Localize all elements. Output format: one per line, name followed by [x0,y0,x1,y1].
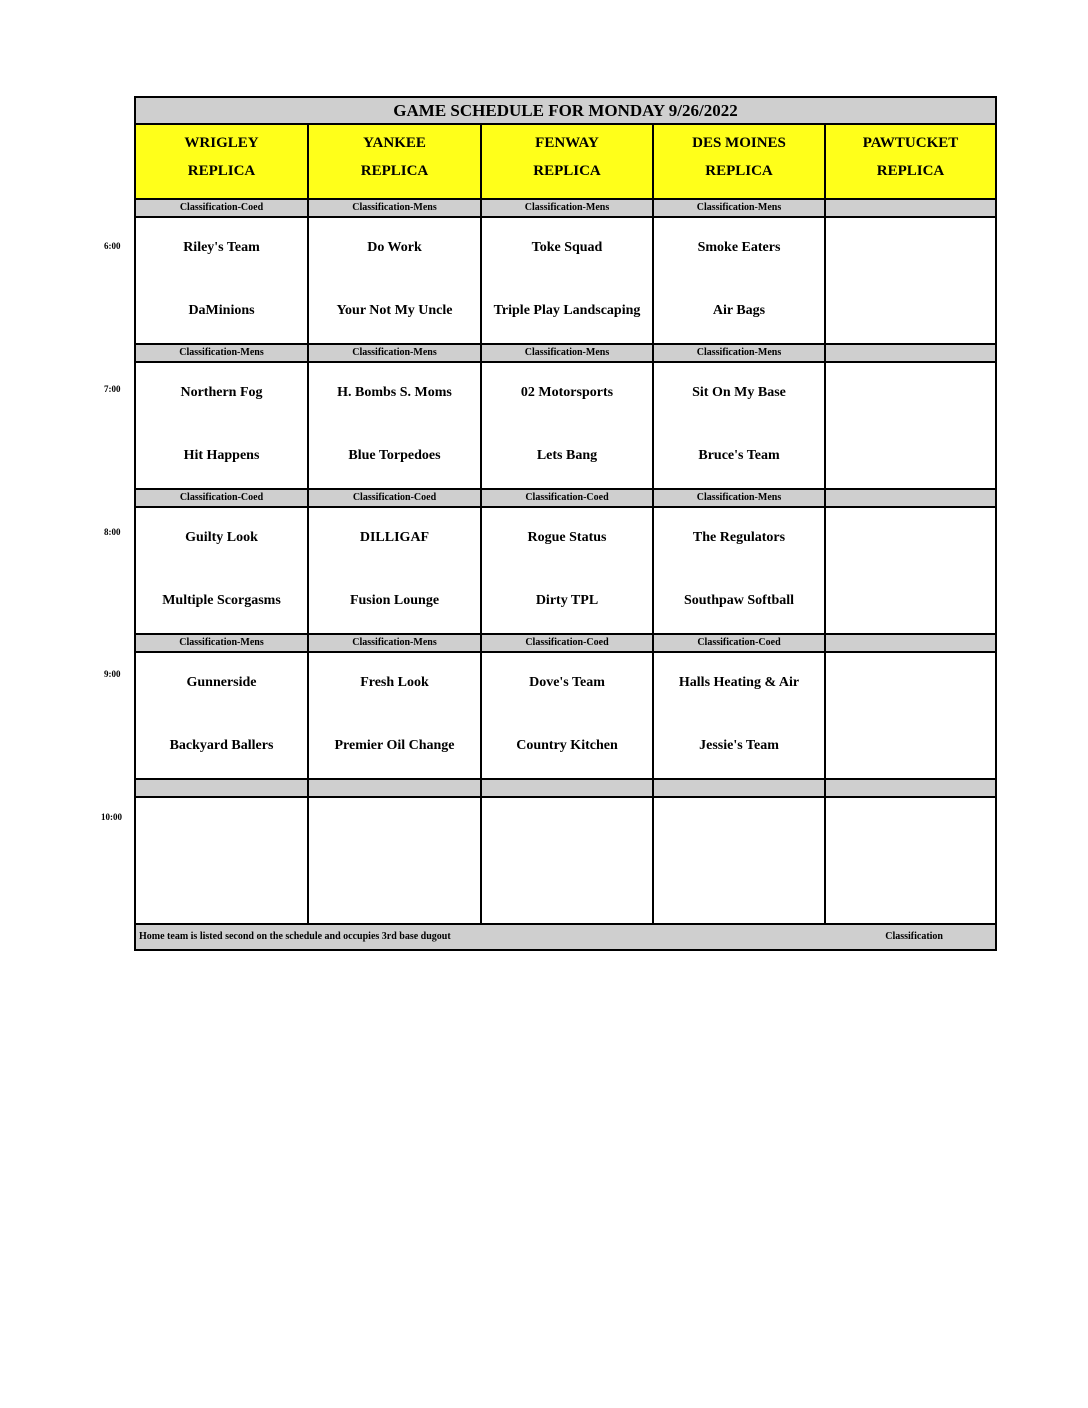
field-header-row [136,125,995,200]
schedule-footer [136,925,995,949]
classification-label [826,635,995,651]
home-team: Your Not My Uncle [336,303,453,318]
game-cell [654,653,826,778]
classification-legend: Classification [885,931,943,942]
home-team: Jessie's Team [699,738,779,753]
game-cell [654,363,826,488]
time-label-8: 8:00 [104,527,121,537]
game-cell [482,798,654,923]
classification-label [826,200,995,216]
game-cell [136,363,309,488]
time-label-6: 6:00 [104,241,121,251]
away-team: The Regulators [692,530,786,545]
time-label-9: 9:00 [104,669,121,679]
classification-label: Classification-Coed [309,490,482,506]
game-row [136,363,995,490]
game-cell [309,508,482,633]
classification-label: Classification-Mens [654,345,826,361]
field-header: FENWAY REPLICA [482,125,654,198]
classification-label [654,780,826,796]
home-team: Lets Bang [536,448,598,463]
game-cell [654,218,826,343]
game-cell [309,363,482,488]
game-cell [136,798,309,923]
away-team: H. Bombs S. Moms [337,385,452,400]
classification-label: Classification-Mens [654,490,826,506]
away-team: Fresh Look [360,675,429,690]
away-team: 02 Motorsports [520,385,614,400]
home-team: Bruce's Team [698,448,780,463]
game-row [136,798,995,925]
away-team: Dove's Team [529,675,605,690]
home-team: Backyard Ballers [169,738,274,753]
away-team: Riley's Team [183,240,260,255]
game-cell [136,218,309,343]
classification-label: Classification-Coed [482,635,654,651]
classification-label: Classification-Coed [136,200,309,216]
game-cell [482,363,654,488]
home-team: Country Kitchen [516,738,618,753]
game-cell [826,363,995,488]
home-team: Hit Happens [183,448,260,463]
away-team: Rogue Status [527,530,607,545]
classification-label [482,780,654,796]
away-team: Gunnerside [186,675,257,690]
classification-label [309,780,482,796]
classification-label [826,780,995,796]
away-team: Toke Squad [531,240,603,255]
home-team: Air Bags [712,303,766,318]
classification-label: Classification-Mens [482,345,654,361]
game-cell [482,653,654,778]
game-row [136,508,995,635]
away-team: Halls Heating & Air [678,675,800,690]
game-cell [309,798,482,923]
schedule-title: GAME SCHEDULE FOR MONDAY 9/26/2022 [136,98,995,125]
away-team: Guilty Look [185,530,258,545]
classification-row [136,490,995,508]
game-cell [826,798,995,923]
away-team: Northern Fog [180,385,263,400]
classification-row [136,635,995,653]
home-team: Southpaw Softball [683,593,795,608]
classification-label: Classification-Coed [482,490,654,506]
classification-row [136,345,995,363]
field-header: WRIGLEY REPLICA [136,125,309,198]
game-row [136,653,995,780]
classification-row [136,200,995,218]
game-cell [826,653,995,778]
classification-label: Classification-Mens [309,200,482,216]
home-team: Multiple Scorgasms [162,593,281,608]
game-cell [309,218,482,343]
classification-row [136,780,995,798]
time-label-7: 7:00 [104,384,121,394]
home-team: Triple Play Landscaping [493,303,641,318]
classification-label: Classification-Coed [654,635,826,651]
game-cell [482,218,654,343]
classification-label: Classification-Mens [309,345,482,361]
classification-label [826,490,995,506]
classification-label: Classification-Mens [136,345,309,361]
home-team: DaMinions [188,303,255,318]
game-cell [309,653,482,778]
field-header: PAWTUCKET REPLICA [862,135,959,179]
away-team: Do Work [367,240,422,255]
home-team: Blue Torpedoes [348,448,441,463]
home-team: Premier Oil Change [334,738,455,753]
home-team-note: Home team is listed second on the schedule and occupies 3rd base dugout [139,931,451,942]
classification-label: Classification-Mens [654,200,826,216]
game-cell [136,508,309,633]
field-header: YANKEE REPLICA [309,125,482,198]
game-cell [654,508,826,633]
classification-label: Classification-Mens [136,635,309,651]
classification-label: Classification-Mens [309,635,482,651]
game-cell [654,798,826,923]
game-cell [482,508,654,633]
home-team: Dirty TPL [535,593,599,608]
time-label-10: 10:00 [101,812,122,822]
classification-label: Classification-Coed [136,490,309,506]
home-team: Fusion Lounge [349,593,440,608]
game-cell [826,508,995,633]
schedule-table [134,96,997,951]
game-row [136,218,995,345]
away-team: Sit On My Base [692,385,786,400]
field-header: DES MOINES REPLICA [654,125,826,198]
classification-label: Classification-Mens [482,200,654,216]
game-cell [136,653,309,778]
away-team: Smoke Eaters [697,240,781,255]
classification-label [826,345,995,361]
classification-label [136,780,309,796]
game-cell [826,218,995,343]
away-team: DILLIGAF [359,530,430,545]
